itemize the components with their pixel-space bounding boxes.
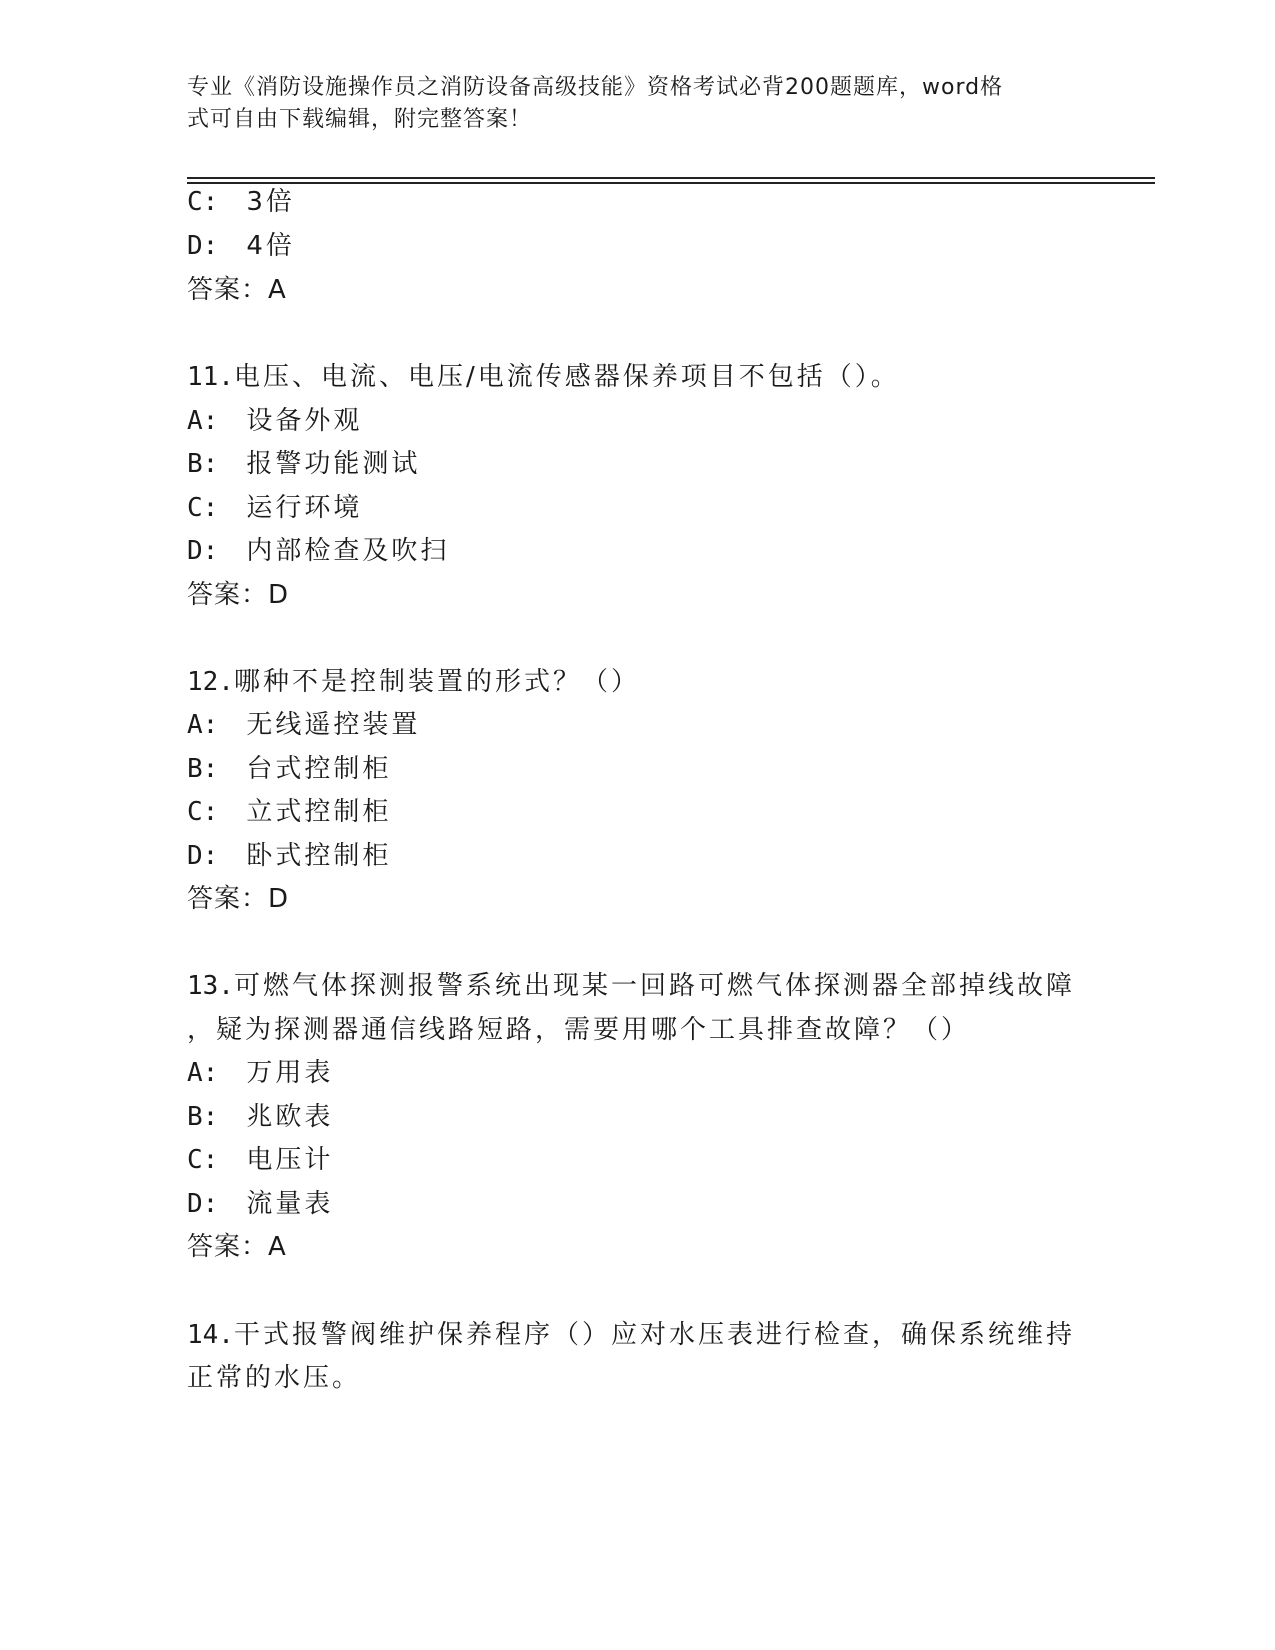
question-11-option-b: B: 报警功能测试 xyxy=(187,449,421,479)
question-13-option-b: B: 兆欧表 xyxy=(187,1102,334,1132)
question-12-option-b: B: 台式控制柜 xyxy=(187,754,392,784)
question-11-option-d: D: 内部检查及吹扫 xyxy=(187,536,450,566)
document-header xyxy=(187,72,1077,136)
question-13-option-d: D: 流量表 xyxy=(187,1189,334,1219)
question-12-option-c: C: 立式控制柜 xyxy=(187,797,392,827)
question-12-text: 12.哪种不是控制装置的形式？（） xyxy=(187,667,640,697)
question-11-option-c: C: 运行环境 xyxy=(187,493,363,523)
option-d: D: 4倍 xyxy=(187,231,295,261)
question-12-option-d: D: 卧式控制柜 xyxy=(187,841,392,871)
question-13-answer: 答案：A xyxy=(187,1232,287,1262)
answer-line: 答案：A xyxy=(187,275,287,305)
question-13-option-a: A: 万用表 xyxy=(187,1058,334,1088)
header-line-1: 专业《消防设施操作员之消防设备高级技能》资格考试必背200题题库，word格 xyxy=(187,75,1004,100)
question-13-text-line-1: 13.可燃气体探测报警系统出现某一回路可燃气体探测器全部掉线故障 xyxy=(187,971,1075,1001)
question-14-text-line-2: 正常的水压。 xyxy=(187,1363,362,1393)
question-13-option-c: C: 电压计 xyxy=(187,1145,334,1175)
option-c: C: 3倍 xyxy=(187,187,295,217)
header-line-2: 式可自由下载编辑，附完整答案！ xyxy=(187,107,533,132)
question-12-option-a: A: 无线遥控装置 xyxy=(187,710,421,740)
question-11-text: 11.电压、电流、电压/电流传感器保养项目不包括（）。 xyxy=(187,362,900,392)
question-13-text-line-2: ，疑为探测器通信线路短路，需要用哪个工具排查故障？（） xyxy=(187,1015,971,1045)
question-11-answer: 答案：D xyxy=(187,580,290,610)
header-rule-top xyxy=(187,177,1155,179)
question-11-option-a: A: 设备外观 xyxy=(187,406,363,436)
question-14-text-line-1: 14.干式报警阀维护保养程序（）应对水压表进行检查，确保系统维持 xyxy=(187,1320,1075,1350)
header-rule-bottom xyxy=(187,182,1155,184)
question-12-answer: 答案：D xyxy=(187,884,290,914)
